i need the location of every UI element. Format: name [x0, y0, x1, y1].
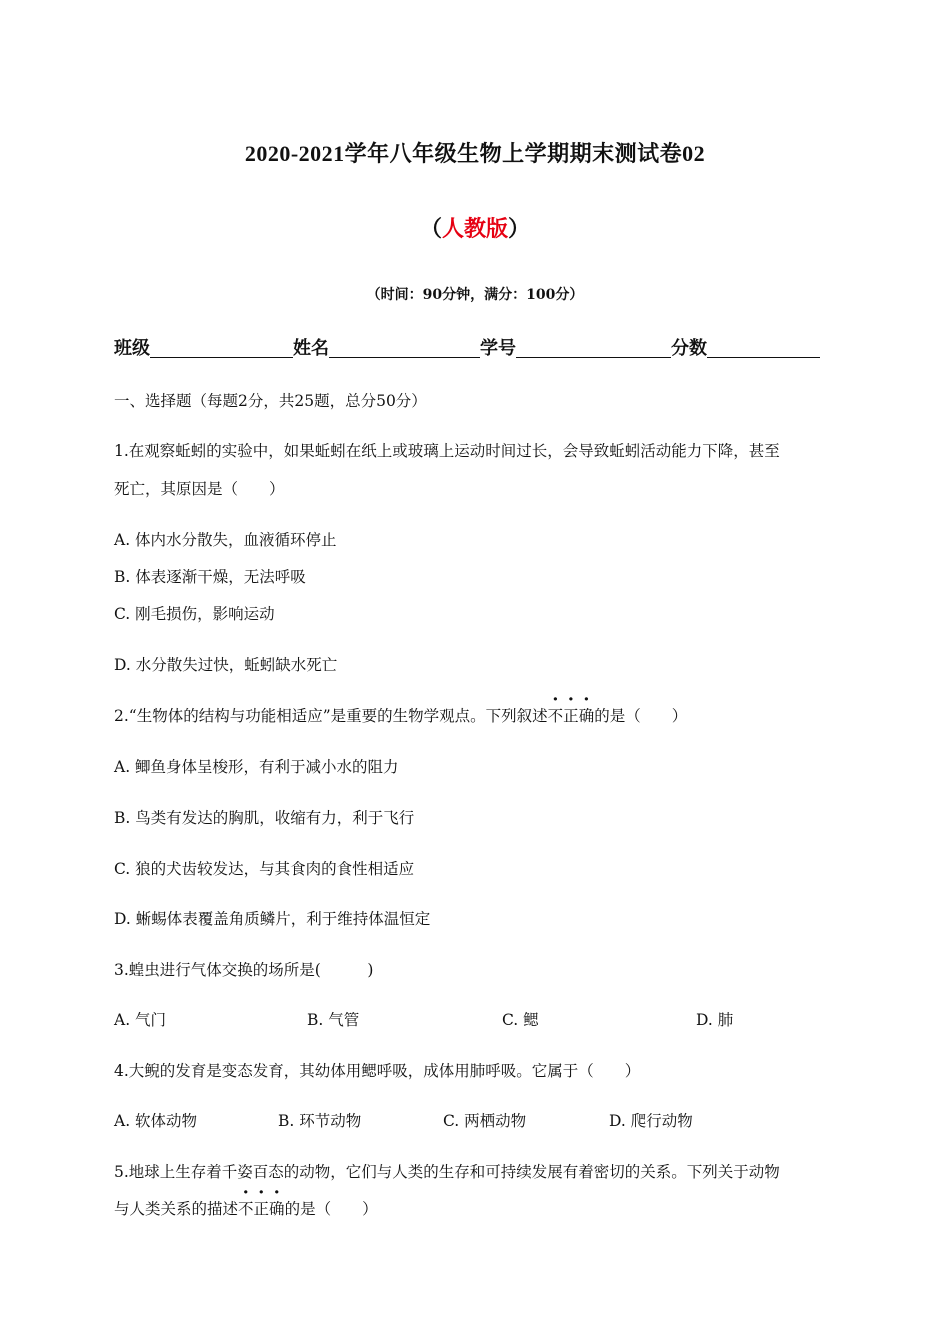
emphasis-char: 不: [547, 707, 564, 725]
score-label: 分数: [671, 338, 707, 359]
q1-option-b: B. 体表逐渐干燥，无法呼吸: [114, 568, 306, 586]
question-1: 1.在观察蚯蚓的实验中，如果蚯蚓在纸上或玻璃上运动时间过长，会导致蚯蚓活动能力下降，甚至: [114, 442, 780, 460]
q2-option-d: D. 蜥蜴体表覆盖角质鳞片，利于维持体温恒定: [114, 910, 431, 928]
q2-option-a: A. 鲫鱼身体呈梭形，有利于减小水的阻力: [114, 758, 399, 776]
q1-option-a: A. 体内水分散失，血液循环停止: [114, 531, 337, 549]
emphasis-char: 确: [578, 707, 595, 725]
question-3: 3.蝗虫进行气体交换的场所是( ): [114, 961, 374, 979]
name-label: 姓名: [293, 338, 329, 359]
emphasis-char: 正: [253, 1200, 270, 1218]
q4-option-b: B. 环节动物: [278, 1112, 362, 1130]
question-5: 5.地球上生存着千姿百态的动物，它们与人类的生存和可持续发展有着密切的关系。下列关于动物: [114, 1163, 780, 1181]
q4-option-d: D. 爬行动物: [609, 1112, 693, 1130]
edition-name: 人教版: [441, 216, 508, 242]
emphasis-char: 不: [238, 1200, 254, 1218]
question-5-line2: 与人类关系的描述不正确的是（ ）: [114, 1197, 378, 1219]
name-blank[interactable]: [329, 336, 480, 358]
class-label: 班级: [114, 338, 150, 359]
q3-option-a: A. 气门: [114, 1011, 167, 1029]
q4-option-c: C. 两栖动物: [443, 1112, 527, 1130]
q4-option-a: A. 软体动物: [114, 1112, 198, 1130]
emphasis-char: 确: [269, 1200, 285, 1218]
q3-option-b: B. 气管: [307, 1011, 360, 1029]
student-id-blank[interactable]: [516, 336, 671, 358]
class-blank[interactable]: [150, 336, 293, 358]
emphasis-char: 正: [563, 707, 579, 725]
edition-label: （人教版）: [419, 216, 531, 242]
question-2: 2.“生物体的结构与功能相适应”是重要的生物学观点。下列叙述不正确的是（ ）: [114, 704, 687, 726]
q3-option-c: C. 鳃: [502, 1011, 539, 1029]
q2-option-b: B. 鸟类有发达的胸肌，收缩有力，利于飞行: [114, 809, 415, 827]
student-id-label: 学号: [480, 338, 516, 359]
question-1-line2: 死亡，其原因是（ ）: [114, 480, 285, 498]
section-heading: 一、选择题（每题2分，共25题，总分50分）: [114, 392, 427, 410]
page-title: 2020-2021学年八年级生物上学期期末测试卷02: [244, 141, 706, 166]
exam-time-info: （时间：90分钟，满分：100分）: [366, 287, 584, 303]
question-4: 4.大鲵的发育是变态发育，其幼体用鳃呼吸，成体用肺呼吸。它属于（ ）: [114, 1062, 641, 1080]
q1-option-c: C. 刚毛损伤，影响运动: [114, 605, 275, 623]
q2-option-c: C. 狼的犬齿较发达，与其食肉的食性相适应: [114, 860, 415, 878]
student-info-fields: [114, 334, 820, 360]
q1-option-d: D. 水分散失过快，蚯蚓缺水死亡: [114, 656, 338, 674]
q3-option-d: D. 肺: [696, 1011, 734, 1029]
score-blank[interactable]: [707, 336, 820, 358]
